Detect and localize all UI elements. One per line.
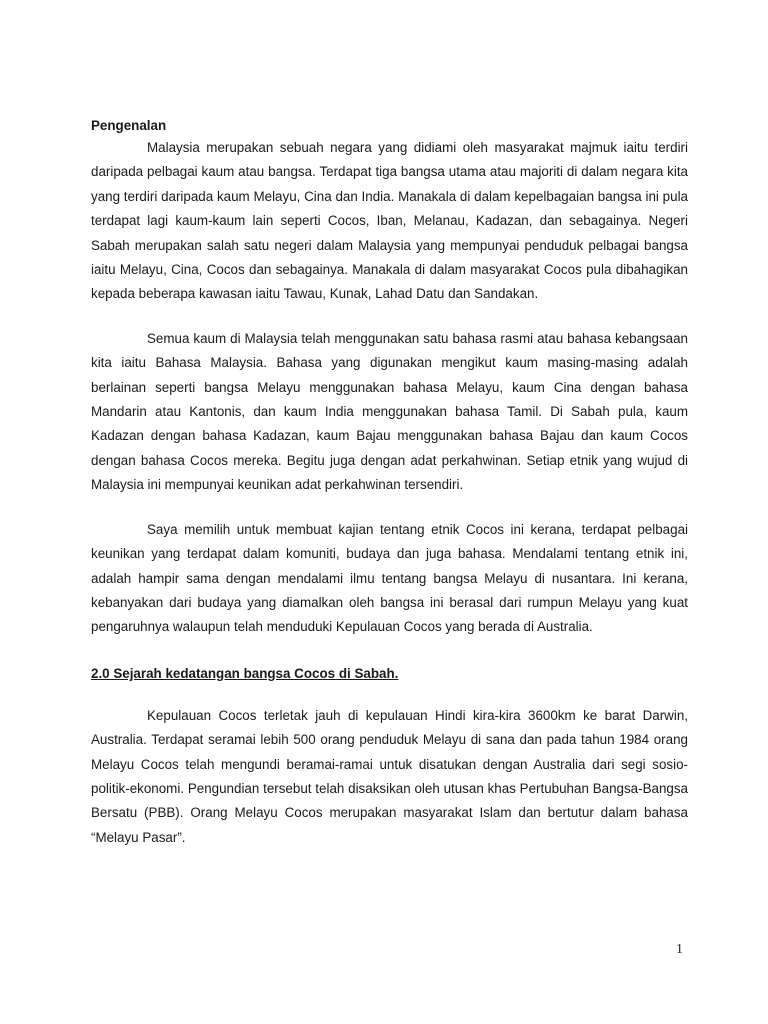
paragraph-history-1: Kepulauan Cocos terletak jauh di kepulauan Hindi kira-kira 3600km ke barat Darwin, Australia. Terdapat seramai lebih 500 orang penduduk Melayu di sana dan pada tahun 1984 orang Melayu Cocos telah mengundi beramai-ramai untuk disatukan dengan Australia dari segi sosio-politik-ekonomi. Pengundian tersebut telah disaksikan oleh utusan khas Pertubuhan Bangsa-Bangsa Bersatu (PBB). Orang Melayu Cocos merupakan masyarakat Islam dan bertutur dalam bahasa “Melayu Pasar”. — [91, 707, 688, 845]
section-heading-history: 2.0 Sejarah kedatangan bangsa Cocos di Sabah. — [91, 665, 399, 681]
section-heading-intro: Pengenalan — [91, 118, 167, 133]
document-body — [91, 116, 688, 850]
paragraph-intro-3: Saya memilih untuk membuat kajian tentang etnik Cocos ini kerana, terdapat pelbagai keunikan yang terdapat dalam komuniti, budaya dan juga bahasa. Mendalami tentang etnik ini, adalah hampir sama dengan mendalami ilmu tentang bangsa Melayu di nusantara. Ini kerana, kebanyakan dari budaya yang diamalkan oleh bangsa ini berasal dari rumpun Melayu yang kuat pengaruhnya walaupun telah menduduki Kepulauan Cocos yang berada di Australia. — [91, 521, 688, 635]
paragraph-intro-2: Semua kaum di Malaysia telah menggunakan satu bahasa rasmi atau bahasa kebangsaan kita iaitu Bahasa Malaysia. Bahasa yang digunakan mengikut kaum masing-masing adalah berlainan seperti bangsa Melayu menggunakan bahasa Melayu, kaum Cina dengan bahasa Mandarin atau Kantonis, dan kaum India menggunakan bahasa Tamil. Di Sabah pula, kaum Kadazan dengan bahasa Kadazan, kaum Bajau menggunakan bahasa Bajau dan kaum Cocos dengan bahasa Cocos mereka. Begitu juga dengan adat perkahwinan. Setiap etnik yang wujud di Malaysia ini mempunyai keunikan adat perkahwinan tersendiri. — [91, 330, 688, 493]
section-spacer — [91, 640, 688, 664]
paragraph-intro-1: Malaysia merupakan sebuah negara yang didiami oleh masyarakat majmuk iaitu terdiri daripada pelbagai kaum atau bangsa. Terdapat tiga bangsa utama atau majoriti di dalam negara kita yang terdiri daripada kaum Melayu, Cina dan India. Manakala di dalam kepelbagaian bangsa ini pula terdapat lagi kaum-kaum lain seperti Cocos, Iban, Melanau, Kadazan, dan sebagainya. Negeri Sabah merupakan salah satu negeri dalam Malaysia yang mempunyai penduduk pelbagai bangsa iaitu Melayu, Cina, Cocos dan sebagainya. Manakala di dalam masyarakat Cocos pula dibahagikan kepada beberapa kawasan iaitu Tawau, Kunak, Lahad Datu dan Sandakan. — [91, 140, 688, 302]
page-number: 1 — [676, 942, 683, 957]
paragraph-spacer — [91, 684, 688, 704]
paragraph-spacer — [91, 498, 688, 518]
paragraph-spacer — [91, 307, 688, 327]
